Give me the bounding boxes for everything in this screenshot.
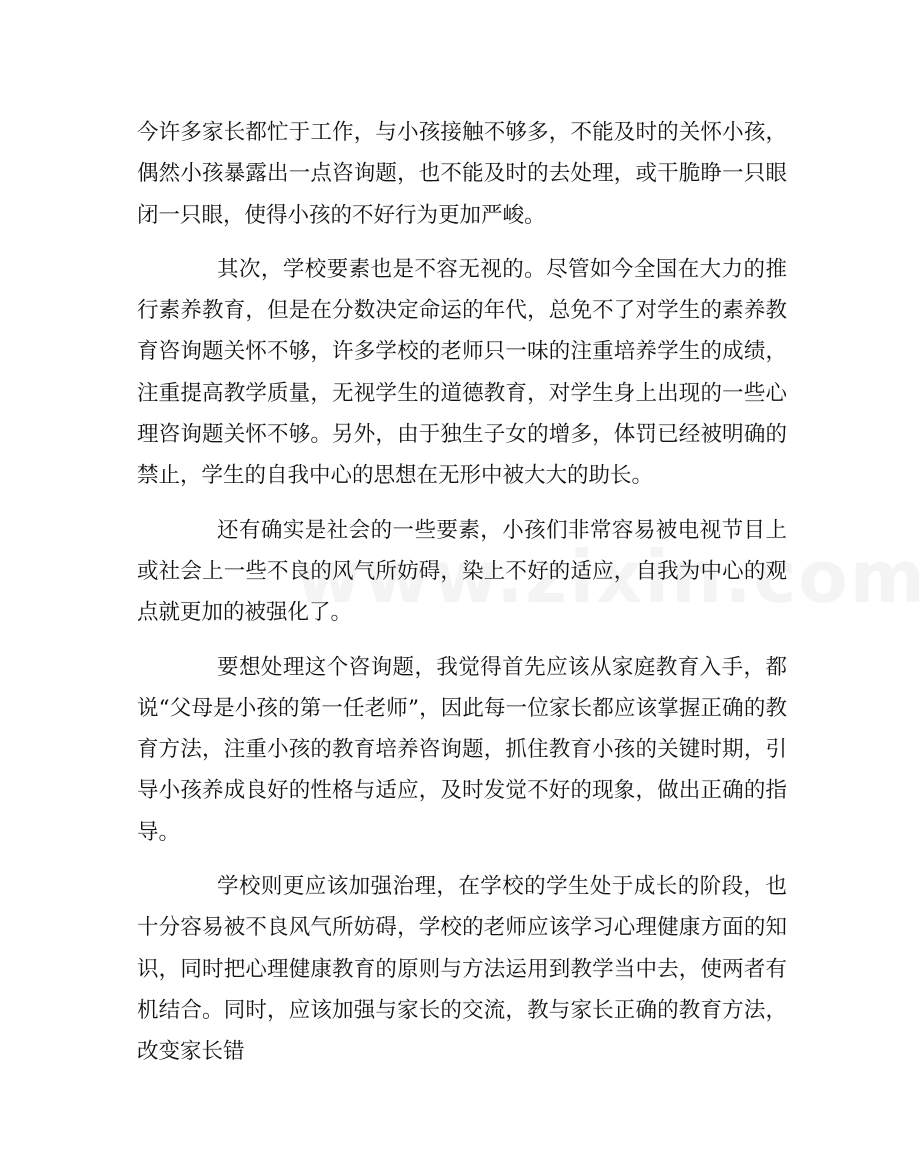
paragraph: 学校则更应该加强治理，在学校的学生处于成长的阶段，也十分容易被不良风气所妨碍，学校的老师应该学习心理健康方面的知识，同时把心理健康教育的原则与方法运用到教学当中去，使两者有机结合。同时，应该加强与家长的交流，教与家长正确的教育方法，改变家长错 <box>137 874 787 1065</box>
paragraph: 还有确实是社会的一些要素，小孩们非常容易被电视节目上或社会上一些不良的风气所妨碍，染上不好的适应，自我为中心的观点就更加的被强化了。 <box>137 517 787 626</box>
paragraph: 要想处理这个咨询题，我觉得首先应该从家庭教育入手，都说“父母是小孩的第一任老师”，因此每一位家长都应该掌握正确的教育方法，注重小孩的教育培养咨询题，抓住教育小孩的关键时期，引导小孩养成良好的性格与适应，及时发觉不好的现象，做出正确的指导。 <box>137 654 787 845</box>
paragraph: 其次，学校要素也是不容无视的。尽管如今全国在大力的推行素养教育，但是在分数决定命运的年代，总免不了对学生的素养教育咨询题关怀不够，许多学校的老师只一味的注重培养学生的成绩，注重提高教学质量，无视学生的道德教育，对学生身上出现的一些心理咨询题关怀不够。另外，由于独生子女的增多，体罚已经被明确的禁止，学生的自我中心的思想在无形中被大大的助长。 <box>137 256 787 489</box>
document-body <box>137 112 787 1086</box>
paragraph: 今许多家长都忙于工作，与小孩接触不够多，不能及时的关怀小孩，偶然小孩暴露出一点咨询题，也不能及时的去处理，或干脆睁一只眼闭一只眼，使得小孩的不好行为更加严峻。 <box>137 120 787 228</box>
